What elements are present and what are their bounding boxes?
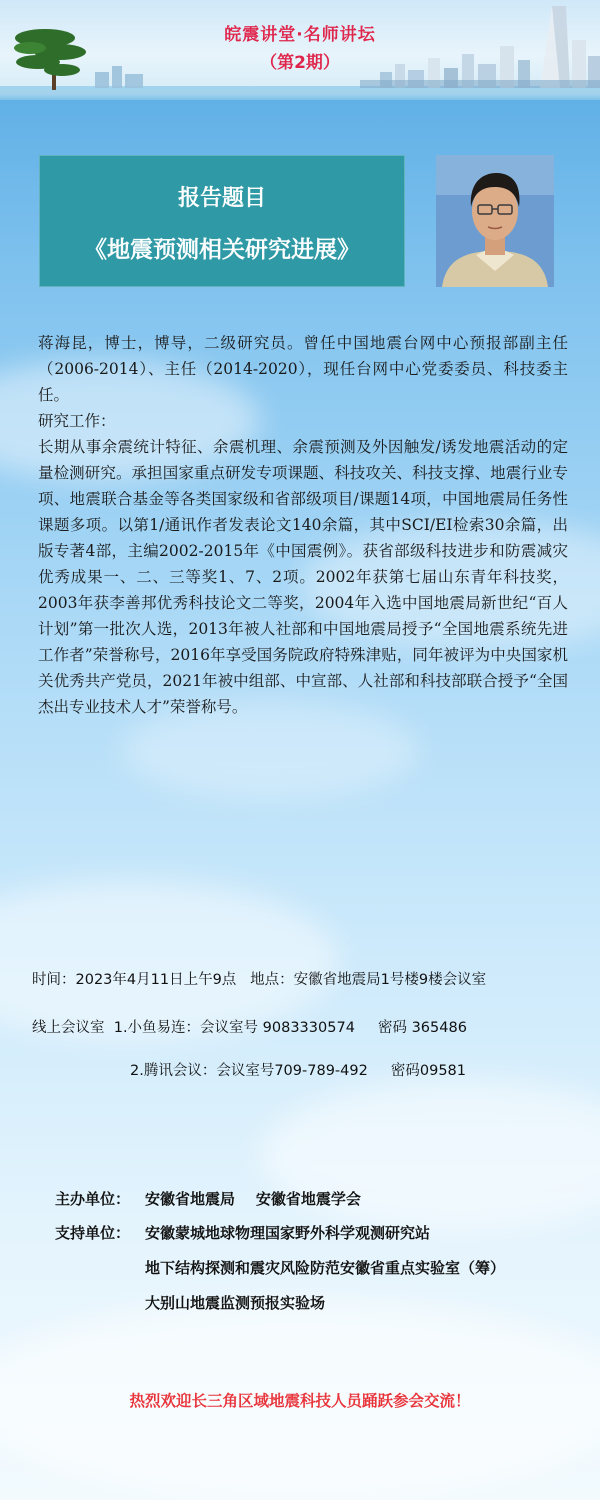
speaker-portrait bbox=[436, 155, 554, 287]
report-title-box bbox=[39, 155, 405, 287]
host-label: 主办单位： bbox=[55, 1190, 131, 1208]
host-value: 安徽省地震局 安徽省地震学会 bbox=[145, 1190, 361, 1208]
online-meeting-1: 线上会议室 1.小鱼易连：会议室号 9083330574 密码 365486 bbox=[32, 1020, 467, 1036]
online-meeting-2: 2.腾讯会议：会议室号709-789-492 密码09581 bbox=[130, 1063, 466, 1079]
bio-intro: 蒋海昆，博士，博导，二级研究员。曾任中国地震台网中心预报部副主任（2006-2014）、主任（2014-2020），现任台网中心党委委员、科技委主任。 bbox=[38, 334, 568, 404]
banner-issue: （第2期） bbox=[260, 53, 340, 73]
speaker-photo-icon bbox=[436, 155, 554, 287]
support-item-3: 大别山地震监测预报实验场 bbox=[145, 1294, 326, 1312]
speaker-bio bbox=[38, 330, 568, 720]
support-item-1: 安徽蒙城地球物理国家野外科学观测研究站 bbox=[145, 1224, 431, 1242]
support-label: 支持单位： bbox=[55, 1224, 131, 1242]
support-item-2: 地下结构探测和震灾风险防范安徽省重点实验室（筹） bbox=[145, 1259, 506, 1277]
banner-divider bbox=[0, 94, 600, 100]
report-heading: 报告题目 bbox=[177, 185, 266, 211]
research-text: 长期从事余震统计特征、余震机理、余震预测及外因触发/诱发地震活动的定量检测研究。承担国家重点研发专项课题、科技攻关、科技支撑、地震行业专项、地震联合基金等各类国家级和省部级项目/课题14项，中国地震局任务性课题多项。以第1/通讯作者发表论文140余篇，其中SCI/EI检索30余篇，出版专著4部，主编2002-2015年《中国震例》。获省部级科技进步和防震减灾优秀成果一、二、三等奖1、7、2项。2002年获第七届山东青年科技奖，2003年获李善邦优秀科技论文二等奖，2004年入选中国地震局新世纪“百人计划”第一批次人选，2013年被人社部和中国地震局授予“全国地震系统先进工作者”荣誉称号，2016年享受国务院政府特殊津贴，同年被评为中央国家机关优秀共产党员，2021年被中组部、中宣部、人社部和科技部联合授予“全国杰出专业技术人才”荣誉称号。 bbox=[38, 438, 568, 716]
meeting-time-place: 时间：2023年4月11日上午9点 地点：安徽省地震局1号楼9楼会议室 bbox=[32, 972, 487, 988]
welcome-message: 热烈欢迎长三角区域地震科技人员踊跃参会交流！ bbox=[129, 1392, 471, 1410]
research-label: 研究工作： bbox=[38, 412, 116, 430]
header-banner bbox=[0, 0, 600, 100]
report-topic: 《地震预测相关研究进展》 bbox=[84, 236, 360, 263]
banner-title: 皖震讲堂·名师讲坛 bbox=[224, 25, 376, 45]
